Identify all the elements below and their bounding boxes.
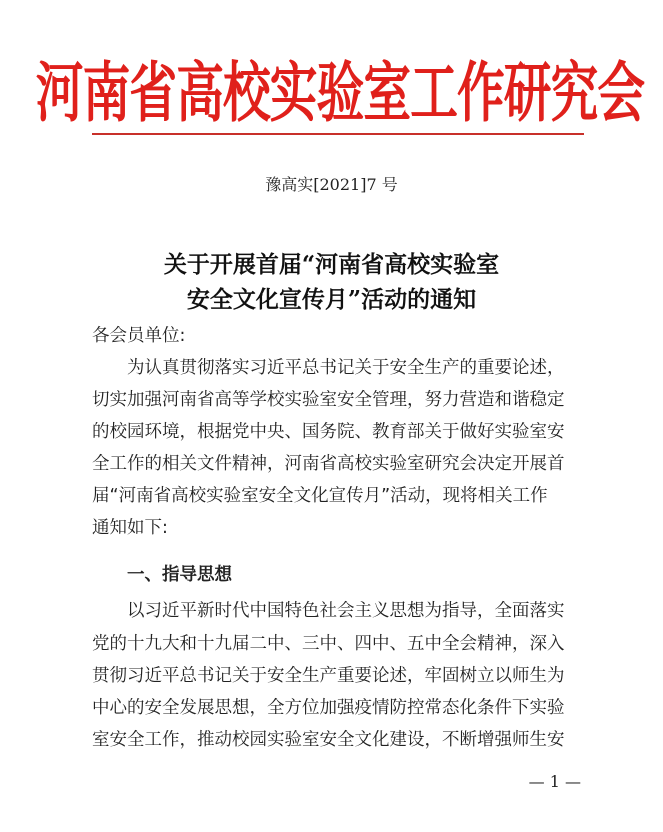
paragraph-1-line-1: 为认真贯彻落实习近平总书记关于安全生产的重要论述，: [127, 358, 565, 378]
page-number: — 1 —: [528, 772, 581, 791]
paragraph-1-line-3: 的校园环境，根据党中央、国务院、教育部关于做好实验室安: [92, 422, 565, 442]
paragraph-2-line-1: 以习近平新时代中国特色社会主义思想为指导，全面落实: [127, 601, 565, 621]
paragraph-1-line-5: 届“河南省高校实验室安全文化宣传月”活动，现将相关工作: [92, 486, 548, 506]
document-title-line-1: 关于开展首届“河南省高校实验室: [163, 251, 500, 278]
paragraph-1-line-2: 切实加强河南省高等学校实验室安全管理，努力营造和谐稳定: [92, 390, 565, 410]
paragraph-2-line-3: 贯彻习近平总书记关于安全生产重要论述，牢固树立以师生为: [92, 666, 565, 686]
paragraph-1-line-4: 全工作的相关文件精神，河南省高校实验室研究会决定开展首: [92, 454, 565, 474]
salutation: 各会员单位:: [92, 326, 186, 346]
document-number: 豫高实[2021]7 号: [265, 175, 398, 194]
paragraph-2-line-4: 中心的安全发展思想，全方位加强疫情防控常态化条件下实验: [92, 698, 565, 718]
paragraph-2-line-2: 党的十九大和十九届二中、三中、四中、五中全会精神，深入: [92, 634, 565, 654]
paragraph-1-line-6: 通知如下:: [92, 518, 168, 538]
section-heading-guiding-ideology: 一、指导思想: [127, 565, 232, 585]
paragraph-2-line-5: 室安全工作，推动校园实验室安全文化建设，不断增强师生安: [92, 730, 565, 750]
header-divider: [92, 133, 584, 135]
organization-header: 河南省高校实验室工作研究会: [35, 55, 645, 131]
document-title-line-2: 安全文化宣传月”活动的通知: [186, 286, 477, 313]
